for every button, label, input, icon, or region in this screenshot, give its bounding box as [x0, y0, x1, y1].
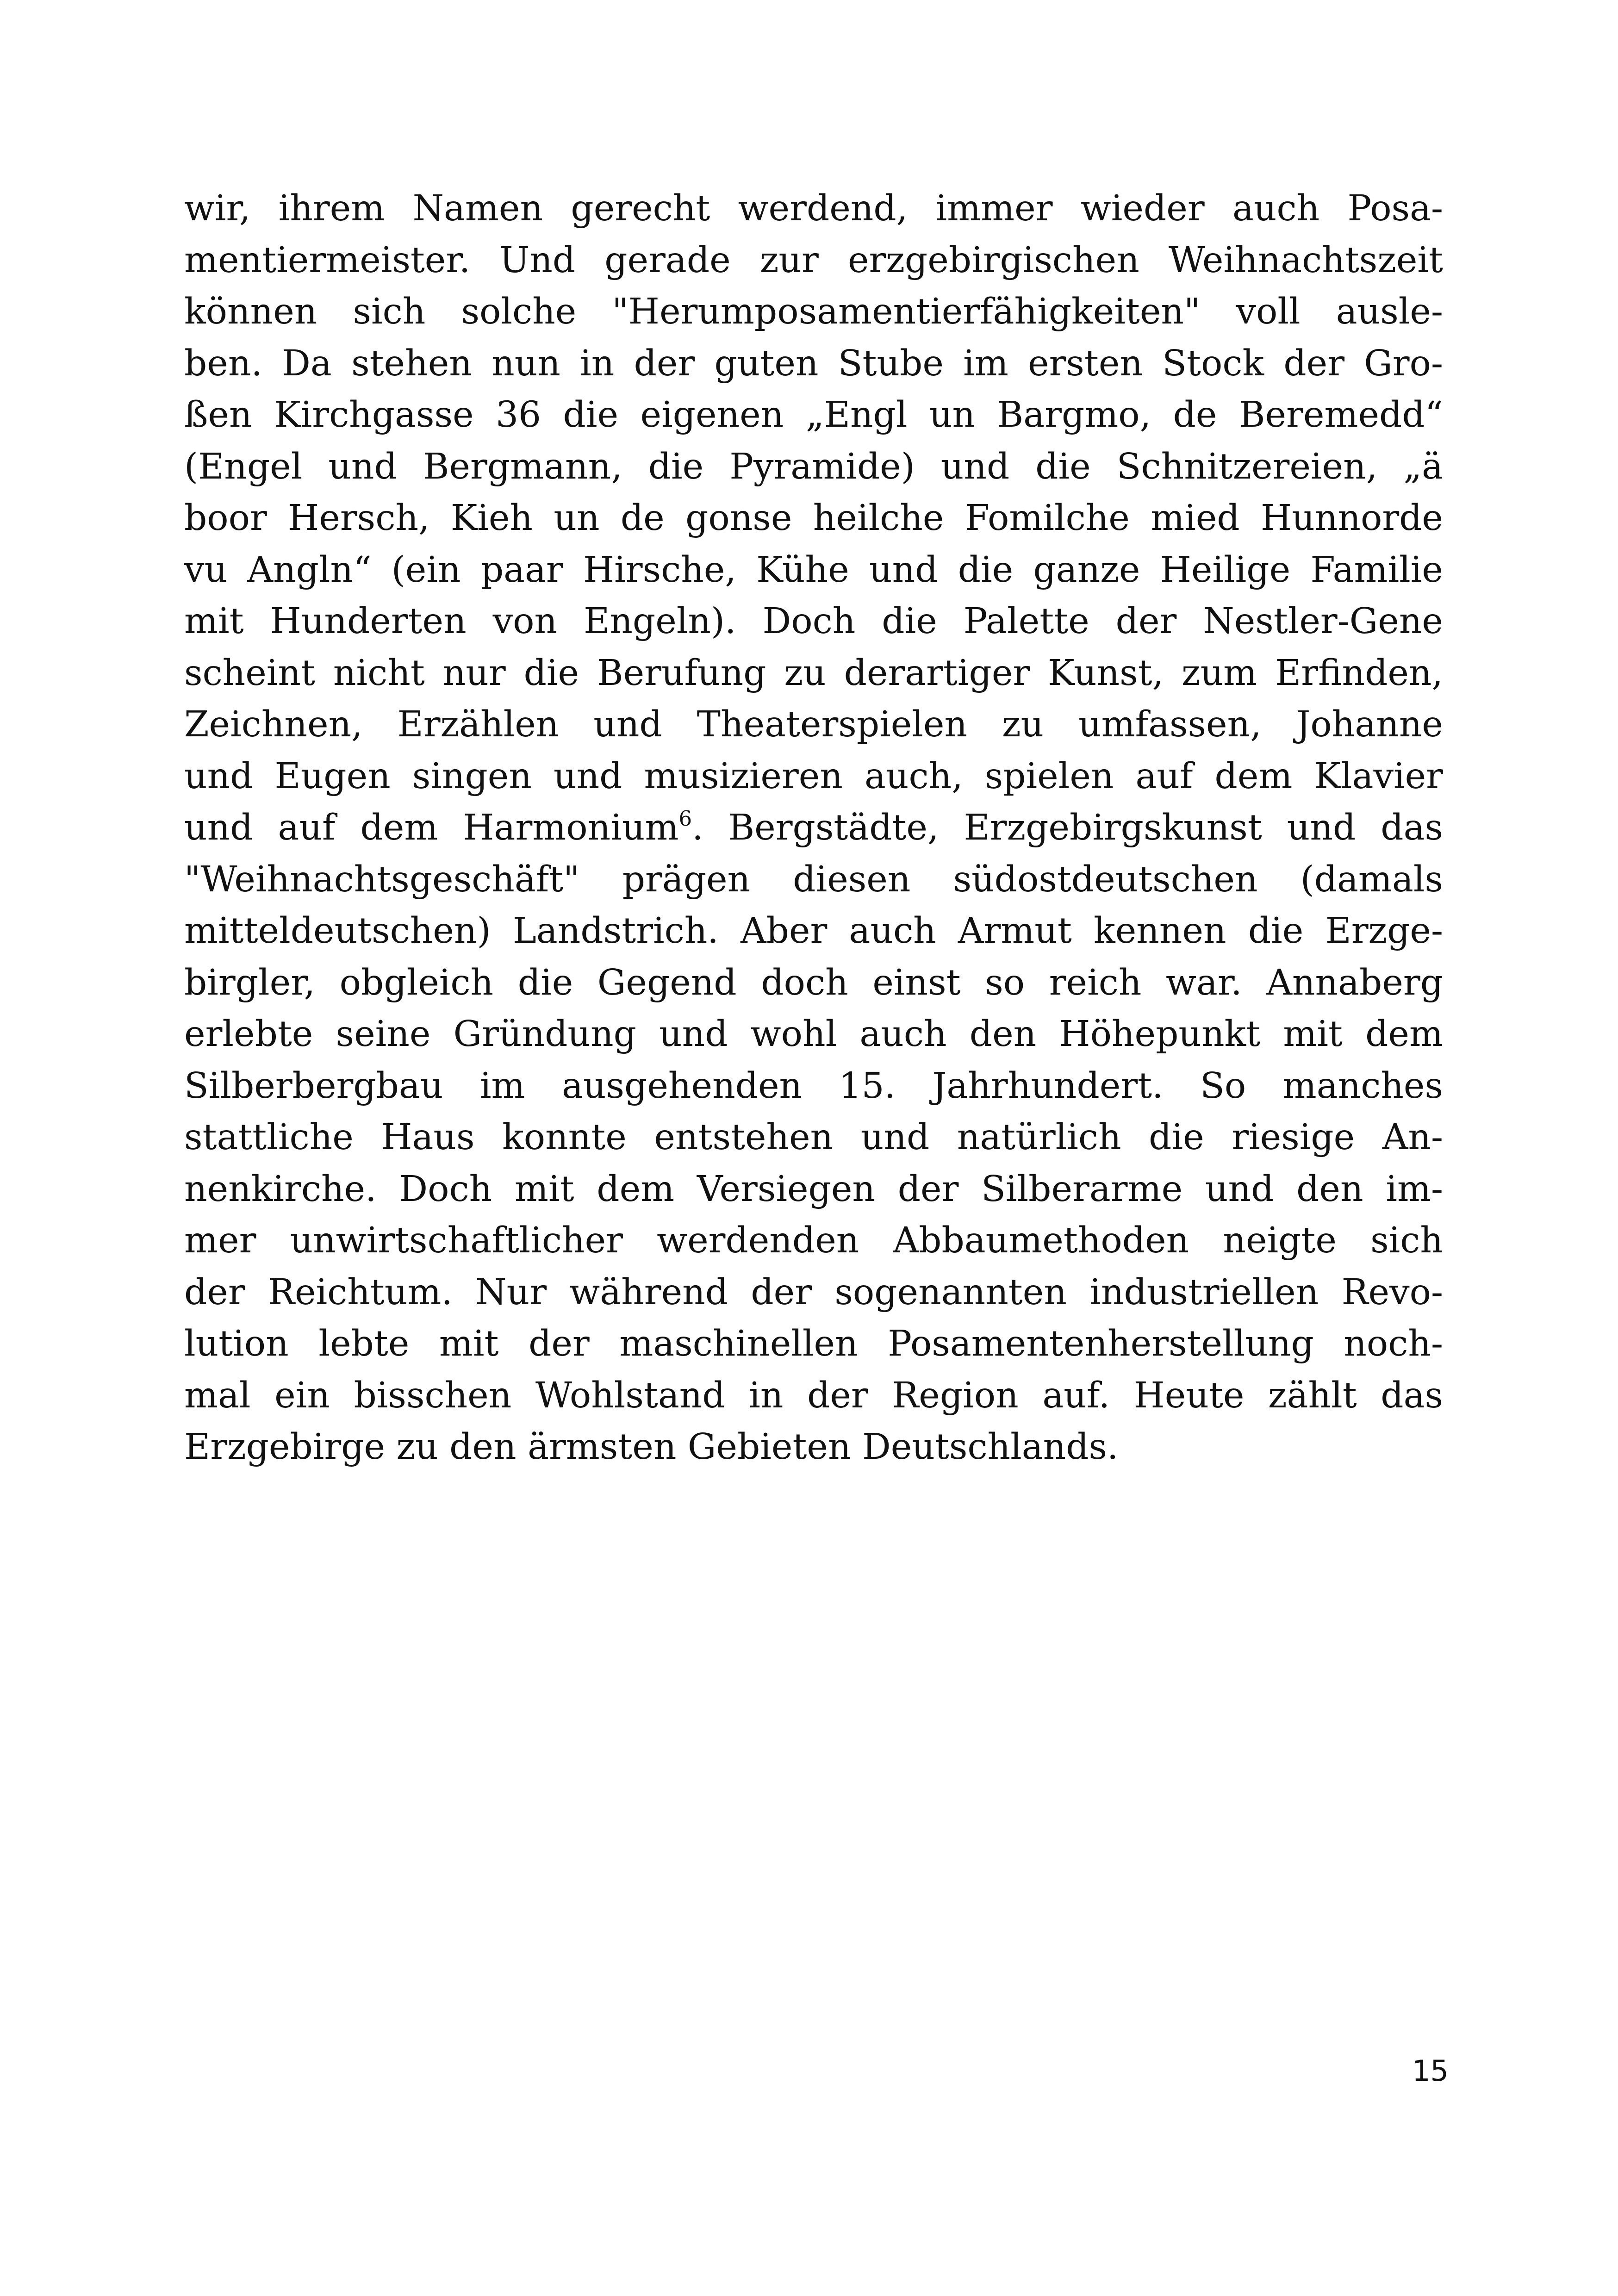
text-line: vu Angln“ (ein paar Hirsche, Kühe und die ganze Heilige Familie: [184, 549, 1443, 591]
text-line: lution lebte mit der maschinellen Posamentenherstellung noch-: [184, 1323, 1443, 1364]
text-line: stattliche Haus konnte entstehen und natürlich die riesige An-: [184, 1117, 1443, 1158]
text-line: wir, ihrem Namen gerecht werdend, immer wieder auch Posa-: [184, 188, 1443, 229]
body-text: [184, 183, 1443, 1473]
text-line: ben. Da stehen nun in der guten Stube im ersten Stock der Gro-: [184, 342, 1443, 384]
page-number: 15: [1412, 2054, 1449, 2088]
text-line: (Engel und Bergmann, die Pyramide) und die Schnitzereien, „ä: [184, 446, 1443, 487]
text-line: mer unwirtschaftlicher werdenden Abbaumethoden neigte sich: [184, 1220, 1443, 1261]
text-line: mentiermeister. Und gerade zur erzgebirgischen Weihnachtszeit: [184, 239, 1443, 281]
text-line: der Reichtum. Nur während der sogenannten industriellen Revo-: [184, 1271, 1443, 1313]
text-line: mitteldeutschen) Landstrich. Aber auch Armut kennen die Erzge-: [184, 910, 1443, 952]
text-line: Silberbergbau im ausgehenden 15. Jahrhundert. So manches: [184, 1065, 1443, 1107]
text-line: ßen Kirchgasse 36 die eigenen „Engl un Bargmo, de Beremedd“: [184, 394, 1443, 436]
text-line: scheint nicht nur die Berufung zu derartiger Kunst, zum Erfinden,: [184, 652, 1443, 694]
text-line: nenkirche. Doch mit dem Versiegen der Silberarme und den im-: [184, 1168, 1443, 1210]
footnote-reference[interactable]: 6: [678, 806, 692, 831]
text-segment: . Bergstädte, Erzgebirgskunst und das: [692, 807, 1443, 848]
text-segment: und auf dem Harmonium: [184, 807, 679, 848]
text-line: können sich solche "Herumposamentierfähigkeiten" voll ausle-: [184, 291, 1443, 332]
text-line: boor Hersch, Kieh un de gonse heilche Fomilche mied Hunnorde: [184, 498, 1443, 539]
text-line: mal ein bisschen Wohlstand in der Region auf. Heute zählt das: [184, 1375, 1443, 1416]
text-line: erlebte seine Gründung und wohl auch den Höhepunkt mit dem: [184, 1014, 1443, 1055]
text-line: mit Hunderten von Engeln). Doch die Palette der Nestler-Gene: [184, 601, 1443, 642]
text-line: Zeichnen, Erzählen und Theaterspielen zu umfassen, Johanne: [184, 704, 1443, 745]
text-line-with-footnote: [184, 802, 1443, 854]
text-line: "Weihnachtsgeschäft" prägen diesen südostdeutschen (damals: [184, 859, 1443, 900]
text-line: und Eugen singen und musizieren auch, spielen auf dem Klavier: [184, 755, 1443, 797]
text-line-last: Erzgebirge zu den ärmsten Gebieten Deutschlands.: [184, 1426, 1119, 1468]
text-line: birgler, obgleich die Gegend doch einst so reich war. Annaberg: [184, 962, 1443, 1003]
